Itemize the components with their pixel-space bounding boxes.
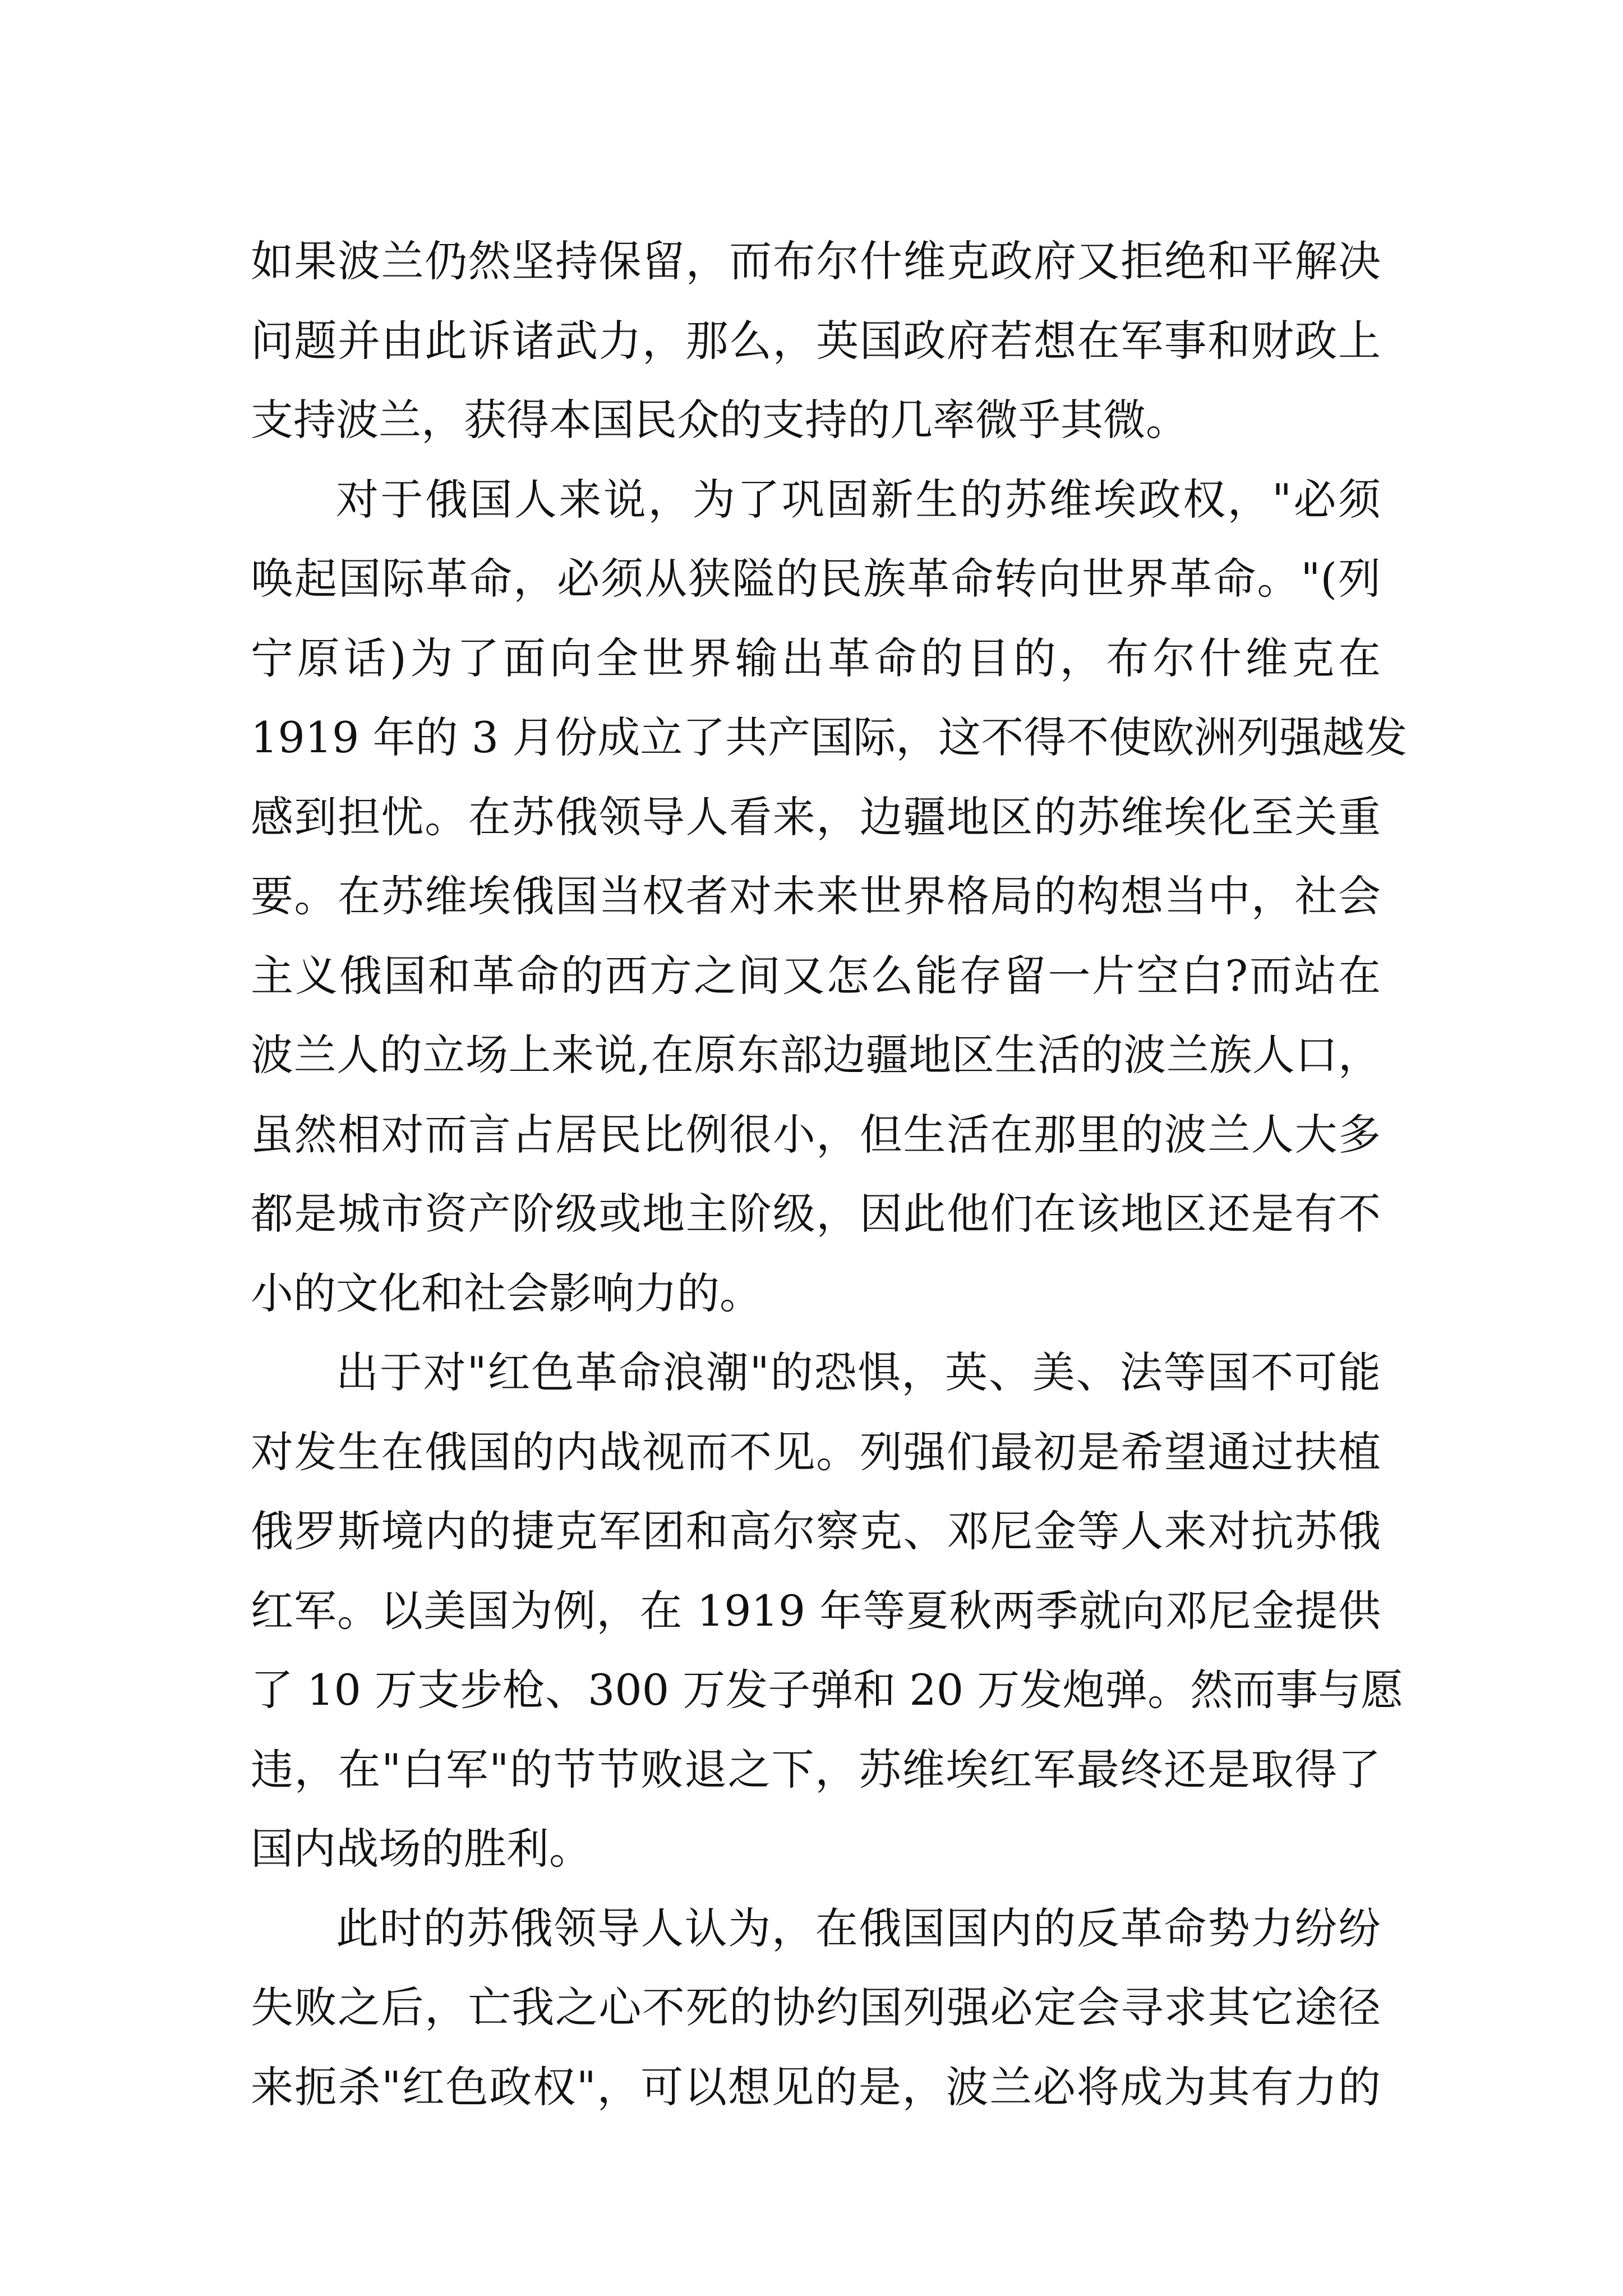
text-line: 俄罗斯境内的捷克军团和高尔察克、邓尼金等人来对抗苏俄 — [251, 1506, 1381, 1556]
text-line: 都是城市资产阶级或地主阶级，因此他们在该地区还是有不 — [251, 1189, 1381, 1239]
text-line: 来扼杀"红色政权"，可以想见的是，波兰必将成为其有力的 — [251, 2062, 1381, 2112]
text-line: 问题并由此诉诸武力，那么，英国政府若想在军事和财政上 — [251, 315, 1381, 366]
text-line: 红军。以美国为例，在 1919 年等夏秋两季就向邓尼金提供 — [251, 1585, 1381, 1636]
text-line: 波兰人的立场上来说,在原东部边疆地区生活的波兰族人口， — [251, 1030, 1381, 1080]
text-line: 此时的苏俄领导人认为，在俄国国内的反革命势力纷纷 — [336, 1903, 1381, 1953]
text-line: 虽然相对而言占居民比例很小，但生活在那里的波兰人大多 — [251, 1109, 1381, 1159]
text-line: 1919 年的 3 月份成立了共产国际，这不得不使欧洲列强越发 — [251, 712, 1408, 762]
text-line: 了 10 万支步枪、300 万发子弹和 20 万发炮弹。然而事与愿 — [251, 1665, 1404, 1715]
text-line: 对发生在俄国的内战视而不见。列强们最初是希望通过扶植 — [251, 1427, 1381, 1477]
document-page — [251, 222, 1408, 2127]
text-line: 如果波兰仍然坚持保留，而布尔什维克政府又拒绝和平解决 — [251, 236, 1381, 286]
text-line: 违，在"白军"的节节败退之下，苏维埃红军最终还是取得了 — [251, 1744, 1381, 1795]
text-line: 感到担忧。在苏俄领导人看来，边疆地区的苏维埃化至关重 — [251, 792, 1381, 842]
paragraph-3 — [251, 1333, 1404, 1889]
text-line: 唤起国际革命，必须从狭隘的民族革命转向世界革命。"(列 — [251, 554, 1381, 604]
text-line: 宁原话)为了面向全世界输出革命的目的，布尔什维克在 — [251, 633, 1381, 683]
text-line: 失败之后，亡我之心不死的协约国列强必定会寻求其它途径 — [251, 1982, 1381, 2032]
paragraph-1 — [251, 222, 1381, 460]
paragraph-2 — [251, 460, 1408, 1333]
text-line: 小的文化和社会影响力的。 — [251, 1268, 762, 1318]
text-line: 国内战场的胜利。 — [251, 1824, 592, 1874]
text-line: 要。在苏维埃俄国当权者对未来世界格局的构想当中，社会 — [251, 871, 1381, 921]
text-line: 主义俄国和革命的西方之间又怎么能存留一片空白?而站在 — [251, 950, 1381, 1001]
text-line: 出于对"红色革命浪潮"的恐惧，英、美、法等国不可能 — [336, 1347, 1381, 1397]
paragraph-4 — [251, 1889, 1381, 2127]
text-line: 支持波兰，获得本国民众的支持的几率微乎其微。 — [251, 395, 1188, 445]
text-line: 对于俄国人来说，为了巩固新生的苏维埃政权，"必须 — [336, 474, 1381, 524]
